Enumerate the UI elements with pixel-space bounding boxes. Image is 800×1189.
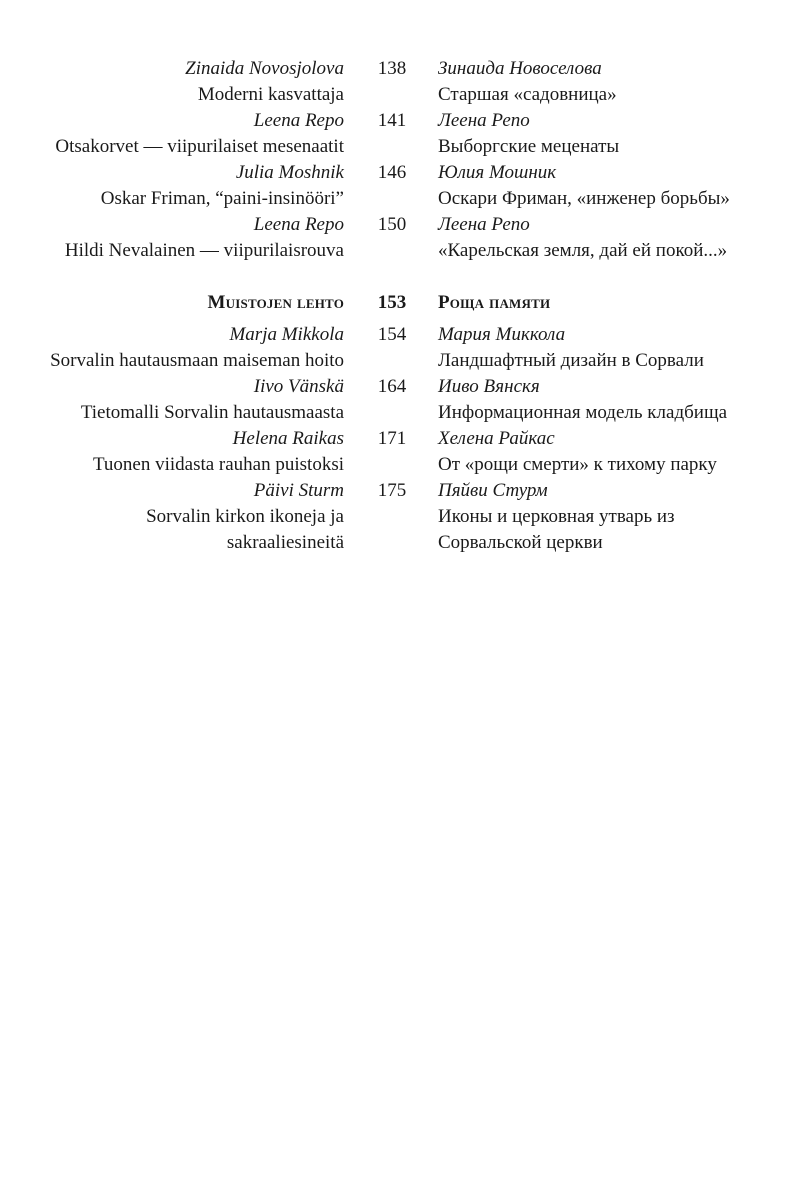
page-number: 154: [377, 324, 407, 345]
author-name: Леена Репо: [438, 214, 530, 235]
section-title-fi: Muistojen lehto: [207, 292, 344, 313]
author-name: Юлия Мошник: [438, 162, 557, 183]
author-name: Зинаида Новоселова: [438, 58, 602, 79]
page-number: 175: [377, 480, 407, 501]
section-page-number: 153: [377, 292, 407, 313]
toc-entry-ru: [438, 160, 793, 212]
page-number: 141: [377, 110, 407, 131]
toc-entry-ru: [438, 426, 793, 478]
author-name: Helena Raikas: [232, 428, 344, 449]
toc-entry-fi: [0, 426, 344, 478]
article-title: Oskar Friman, “paini-insinööri”: [100, 188, 344, 209]
toc-entry-fi: [0, 108, 344, 160]
author-name: Leena Repo: [253, 214, 344, 235]
author-name: Мария Миккола: [438, 324, 566, 345]
article-title: От «рощи смерти» к тихому парку: [438, 454, 717, 475]
article-title: Hildi Nevalainen — viipurilaisrouva: [64, 240, 344, 261]
toc-entry-fi: [0, 56, 344, 108]
article-title: Tuonen viidasta rauhan puistoksi: [92, 454, 344, 475]
article-title: Выборгские меценаты: [438, 136, 620, 157]
author-name: Ииво Вянскя: [438, 376, 540, 397]
page-number: 164: [377, 376, 407, 397]
article-title: Otsakorvet — viipurilaiset mesenaatit: [55, 136, 344, 157]
author-name: Хелена Райкас: [438, 428, 555, 449]
toc-entry-ru: [438, 322, 793, 374]
toc-entry-fi: [0, 160, 344, 212]
author-name: Julia Moshnik: [235, 162, 344, 183]
author-name: Леена Репо: [438, 110, 530, 131]
toc-entry-ru: [438, 108, 793, 160]
author-name: Leena Repo: [253, 110, 344, 131]
toc-entry-fi: [0, 478, 344, 556]
article-title: Moderni kasvattaja: [197, 84, 344, 105]
page-number: 171: [377, 428, 407, 449]
article-title: Оскари Фриман, «инженер борьбы»: [438, 188, 730, 209]
page-number: 150: [377, 214, 407, 235]
page-number: 146: [377, 162, 407, 183]
toc-entry-fi: [0, 374, 344, 426]
article-title-line: Sorvalin kirkon ikoneja ja: [146, 506, 344, 527]
author-name: Zinaida Novosjolova: [185, 58, 344, 79]
article-title-line: sakraaliesineitä: [226, 532, 344, 553]
section-title-ru: Роща памяти: [438, 292, 551, 313]
toc-entry-ru: [438, 478, 793, 556]
toc-entry-ru: [438, 56, 793, 108]
author-name: Päivi Sturm: [253, 480, 344, 501]
article-title-line: Иконы и церковная утварь из: [438, 506, 675, 527]
toc-entry-fi: [0, 322, 344, 374]
toc-entry-ru: [438, 374, 793, 426]
toc-entry-fi: [0, 212, 344, 264]
page-number: 138: [377, 58, 407, 79]
article-title: Информационная модель кладбища: [438, 402, 728, 423]
article-title-line: Сорвальской церкви: [438, 532, 603, 553]
article-title: Старшая «садовница»: [438, 84, 617, 105]
article-title: Tietomalli Sorvalin hautausmaasta: [80, 402, 344, 423]
author-name: Marja Mikkola: [229, 324, 344, 345]
toc-entry-ru: [438, 212, 793, 264]
author-name: Iivo Vänskä: [253, 376, 344, 397]
author-name: Пяйви Стурм: [438, 480, 548, 501]
article-title: «Карельская земля, дай ей покой...»: [438, 240, 728, 261]
article-title: Sorvalin hautausmaan maiseman hoito: [50, 350, 344, 371]
article-title: Ландшафтный дизайн в Сорвали: [438, 350, 704, 371]
